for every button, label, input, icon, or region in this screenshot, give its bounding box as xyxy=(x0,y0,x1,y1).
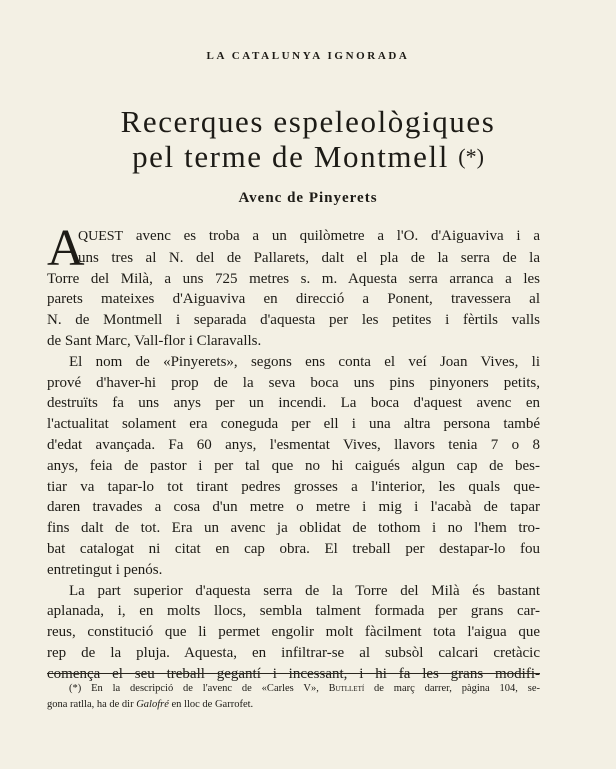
text-line: aplanada, i, en molts llocs, sembla talment formada per grans car- xyxy=(47,603,540,620)
footnote-text-b: de març darrer, pàgina 104, se- xyxy=(364,683,541,694)
text-line: l'actualitat solament era coneguda per ell i una altra persona també xyxy=(47,416,540,433)
footnote-line-1 xyxy=(47,681,540,697)
footnote-galofre: Galofré xyxy=(136,698,169,710)
text-line: N. de Montmell i separada d'aquesta per les petites i fèrtils valls xyxy=(47,312,540,329)
drop-cap: A xyxy=(47,220,85,277)
title-footnote-mark: (*) xyxy=(458,144,484,169)
running-head: LA CATALUNYA IGNORADA xyxy=(206,50,410,62)
article-body xyxy=(47,220,540,685)
text-line: prové d'haver-hi prop de la seva boca uns pins pinyoners petits, xyxy=(47,374,540,391)
paragraph-3 xyxy=(47,581,540,685)
title-line-2 xyxy=(0,139,616,174)
footnote-text-c: gona ratlla, ha de dir xyxy=(47,698,137,710)
title-line-1: Recerques espeleològiques xyxy=(120,104,496,139)
paragraph-1 xyxy=(47,220,540,352)
footnote-text-a: En la descripció de l'avenc de «Carles V», xyxy=(91,683,329,694)
title-line-2-text: pel terme de Montmell xyxy=(132,139,449,174)
paragraph-2 xyxy=(47,352,540,581)
text-line: Torre del Milà, a uns 725 metres s. m. Aquesta serra arranca a les xyxy=(47,270,540,287)
text-line: bat catalogat ni citat en cap obra. El treball per destapar-lo fou xyxy=(47,540,540,557)
section-subtitle: Avenc de Pinyerets xyxy=(238,190,378,206)
text-line: tiar va tapar-lo tot tirant pedres grosses a l'interior, les quals que- xyxy=(47,478,540,495)
footnote-mark: (*) xyxy=(69,683,82,694)
text-line: de Sant Marc, Vall-flor i Claravalls. xyxy=(47,332,262,349)
text-line: El nom de «Pinyerets», segons ens conta el veí Joan Vives, li xyxy=(69,353,540,370)
text-line: La part superior d'aquesta serra de la Torre del Milà és bastant xyxy=(69,582,540,599)
first-word: QUEST xyxy=(78,229,124,244)
text-line xyxy=(47,226,540,248)
footnote xyxy=(47,681,540,712)
text-line: daren travades a cosa d'un metre o metre i mig i l'acabà de tapar xyxy=(47,499,540,516)
footnote-line-2 xyxy=(47,697,540,713)
text-line: d'edat avançada. Fa 60 anys, l'esmentat Vives, llavors tenia 7 o 8 xyxy=(47,436,540,453)
article-title xyxy=(0,104,616,174)
text-line: uns tres al N. del de Pallarets, dalt el pla de la serra de la xyxy=(78,249,540,266)
text-line: entretingut i penós. xyxy=(47,561,163,578)
text-line: destruïts fa uns anys per un incendi. La boca d'aquest avenc en xyxy=(47,395,540,412)
text-line: comença el seu treball gegantí i incessant, i hi fa les grans modifi- xyxy=(47,665,540,682)
text-line: fins dalt de tot. Era un avenc ja oblidat de tothom i no l'hem tro- xyxy=(47,520,540,537)
footnote-text-d: en lloc de Garrofet. xyxy=(168,698,254,710)
text-line: rep de la pluja. Aquesta, en infiltrar-se al subsòl calcari cretàcic xyxy=(47,644,540,661)
text-line: reus, constitució que li permet engolir molt fàcilment tota l'aigua que xyxy=(47,624,540,641)
text-line: anys, feia de pastor i per tal que no hi caigués algun cap de bes- xyxy=(47,457,540,474)
footnote-rule xyxy=(47,673,540,674)
footnote-butlleti: Butlletí xyxy=(328,683,365,694)
text-line: parets mateixes d'Aiguaviva en direcció a Ponent, travessera al xyxy=(47,291,540,308)
first-line-rest: avenc es troba a un quilòmetre a l'O. d'Aiguaviva i a xyxy=(123,228,540,244)
